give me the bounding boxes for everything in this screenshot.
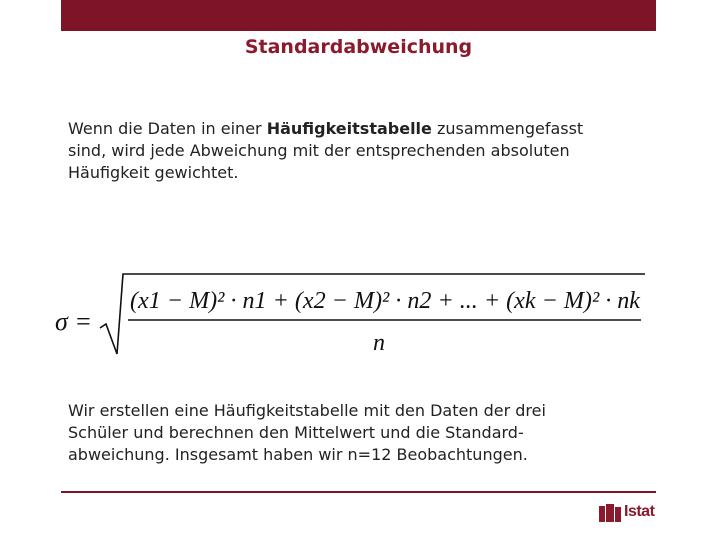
intro-bold-term: Häufigkeitstabelle	[266, 119, 432, 138]
footer-divider	[61, 491, 656, 493]
outro-paragraph: Wir erstellen eine Häufigkeitstabelle mit den Daten der drei Schüler und berechnen den Mittelwert und die Standard- abweichung. Insgesamt haben wir n=12 Beobachtungen.	[68, 401, 546, 464]
formula-lhs: σ =	[55, 307, 92, 336]
istat-logo-text: Istat	[624, 503, 655, 520]
formula-numerator: (x1 − M)² · n1 + (x2 − M)² · n2 + ... + (xk − M)² · nk	[130, 288, 641, 314]
intro-text-after: zusammengefasst sind, wird jede Abweichung mit der entsprechenden absoluten Häufigkeit gewichtet.	[68, 119, 584, 182]
standard-deviation-formula	[55, 268, 655, 358]
slide-title: Standardabweichung	[244, 36, 473, 58]
intro-text-before: Wenn die Daten in einer	[68, 119, 267, 138]
top-accent-bar	[61, 0, 656, 31]
formula-denominator: n	[373, 330, 385, 356]
intro-paragraph	[68, 118, 658, 184]
